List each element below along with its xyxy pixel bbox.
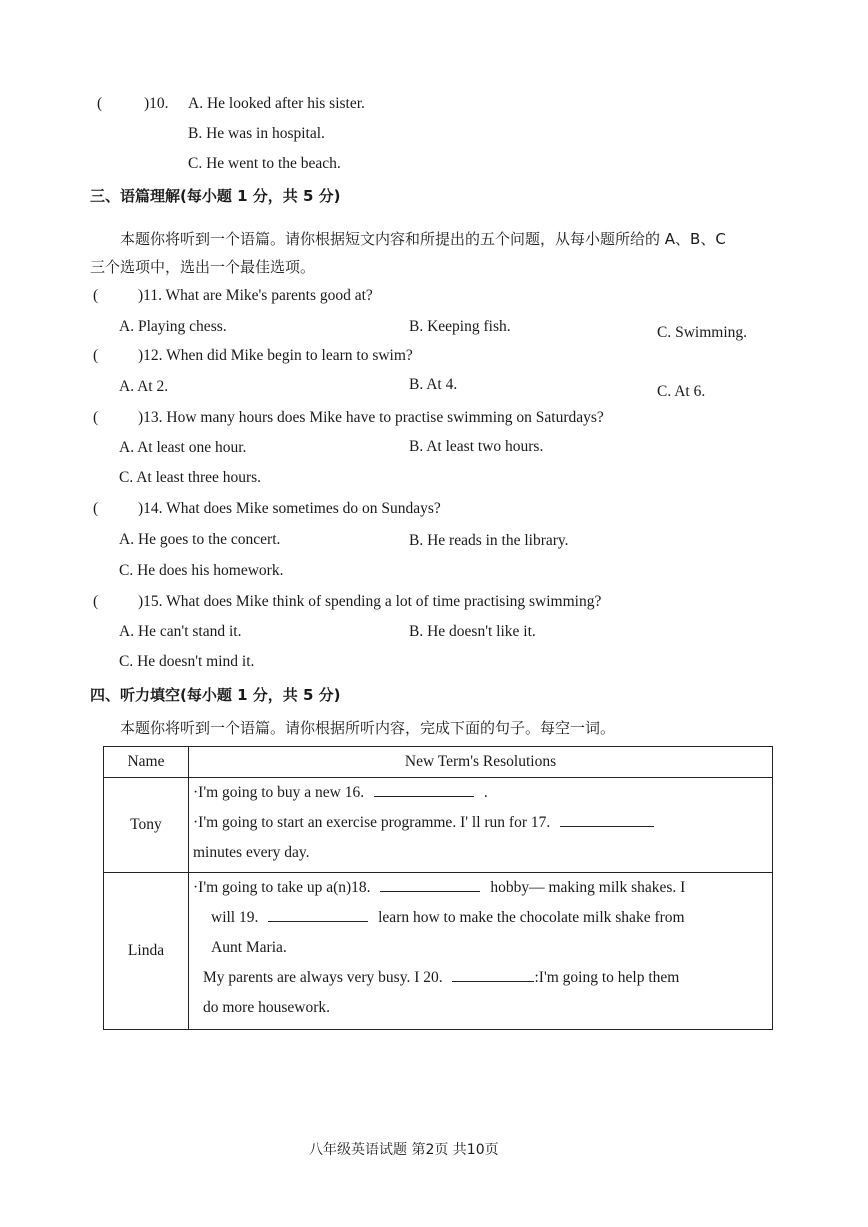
q14-bracket: ( <box>93 500 99 517</box>
linda-name-cell <box>104 873 189 1030</box>
section3-instruction-line1: 本题你将听到一个语篇。请你根据短文内容和所提出的五个问题，从每小题所给的 A、B、C <box>120 230 726 248</box>
q15-bracket: ( <box>93 593 99 610</box>
tony-line-2 <box>193 808 768 838</box>
blank-18[interactable] <box>380 875 480 892</box>
tony-name: Tony <box>130 816 162 833</box>
q10-option-a: A. He looked after his sister. <box>188 95 365 112</box>
q10-bracket: ( <box>97 95 103 112</box>
table-row-linda <box>104 873 773 1030</box>
q13-option-b: B. At least two hours. <box>409 438 544 455</box>
linda-line-2 <box>193 903 768 933</box>
q14-question: )14. What does Mike sometimes do on Sundays? <box>138 500 441 517</box>
q11-option-a: A. Playing chess. <box>119 318 227 335</box>
header-title: New Term's Resolutions <box>404 753 557 770</box>
resolutions-table <box>103 746 773 1030</box>
q15-option-a: A. He can't stand it. <box>119 623 242 640</box>
linda-line-1-end: hobby— making milk shakes. I <box>490 879 686 896</box>
header-name: Name <box>127 753 165 770</box>
q10-number: )10. <box>144 95 169 112</box>
page-footer: 八年级英语试题 第2页 共10页 <box>309 1142 499 1158</box>
header-title-cell <box>189 747 773 778</box>
table-header-row <box>104 747 773 778</box>
q11-bracket: ( <box>93 287 99 304</box>
blank-16[interactable] <box>374 780 474 797</box>
linda-line-4 <box>193 963 768 993</box>
section4-title: 四、听力填空(每小题 1 分，共 5 分) <box>90 686 341 704</box>
tony-line-1-end: . <box>483 784 488 801</box>
linda-line-5 <box>193 993 768 1023</box>
q11-question: )11. What are Mike's parents good at? <box>138 287 373 304</box>
q15-question: )15. What does Mike think of spending a lot of time practising swimming? <box>138 593 602 610</box>
q10-option-b: B. He was in hospital. <box>188 125 325 142</box>
header-name-cell <box>104 747 189 778</box>
section4-instruction: 本题你将听到一个语篇。请你根据所听内容，完成下面的句子。每空一词。 <box>120 719 616 737</box>
linda-line-1 <box>193 873 768 903</box>
blank-19[interactable] <box>268 905 368 922</box>
linda-line-1-text: ·I'm going to take up a(n)18. <box>193 879 371 896</box>
linda-content-cell <box>189 873 773 1030</box>
tony-line-3-text: minutes every day. <box>193 844 310 861</box>
blank-17[interactable] <box>560 810 654 827</box>
q15-option-c: C. He doesn't mind it. <box>119 653 255 670</box>
linda-line-2-text: will 19. <box>211 909 259 926</box>
linda-name: Linda <box>127 942 165 959</box>
q12-bracket: ( <box>93 347 99 364</box>
q12-option-b: B. At 4. <box>409 376 458 393</box>
q14-option-a: A. He goes to the concert. <box>119 531 281 548</box>
tony-line-1 <box>193 778 768 808</box>
tony-line-2-text: ·I'm going to start an exercise programme. I' ll run for 17. <box>193 814 551 831</box>
tony-content-cell <box>189 778 773 873</box>
tony-name-cell <box>104 778 189 873</box>
linda-line-3 <box>193 933 768 963</box>
q11-option-b: B. Keeping fish. <box>409 318 511 335</box>
linda-line-2-end: learn how to make the chocolate milk shake from <box>378 909 685 926</box>
linda-line-3-text: Aunt Maria. <box>211 939 287 956</box>
q12-option-c: C. At 6. <box>657 383 706 400</box>
q14-option-b: B. He reads in the library. <box>409 532 569 549</box>
table-row-tony <box>104 778 773 873</box>
q11-option-c: C. Swimming. <box>657 324 748 341</box>
q12-option-a: A. At 2. <box>119 378 169 395</box>
section3-instruction-line2: 三个选项中，选出一个最佳选项。 <box>90 258 316 276</box>
q10-option-c: C. He went to the beach. <box>188 155 341 172</box>
tony-line-1-text: ·I'm going to buy a new 16. <box>193 784 365 801</box>
q12-question: )12. When did Mike begin to learn to swim? <box>138 347 413 364</box>
linda-line-5-text: do more housework. <box>203 999 330 1016</box>
linda-line-4-end: :I'm going to help them <box>534 969 680 986</box>
q14-option-c: C. He does his homework. <box>119 562 284 579</box>
q13-bracket: ( <box>93 409 99 426</box>
q13-question: )13. How many hours does Mike have to practise swimming on Saturdays? <box>138 409 604 426</box>
q13-option-a: A. At least one hour. <box>119 439 247 456</box>
blank-20[interactable] <box>452 965 534 982</box>
q15-option-b: B. He doesn't like it. <box>409 623 536 640</box>
q13-option-c: C. At least three hours. <box>119 469 262 486</box>
tony-line-3 <box>193 838 768 868</box>
section3-title: 三、语篇理解(每小题 1 分，共 5 分) <box>90 187 341 205</box>
linda-line-4-text: My parents are always very busy. I 20. <box>203 969 443 986</box>
